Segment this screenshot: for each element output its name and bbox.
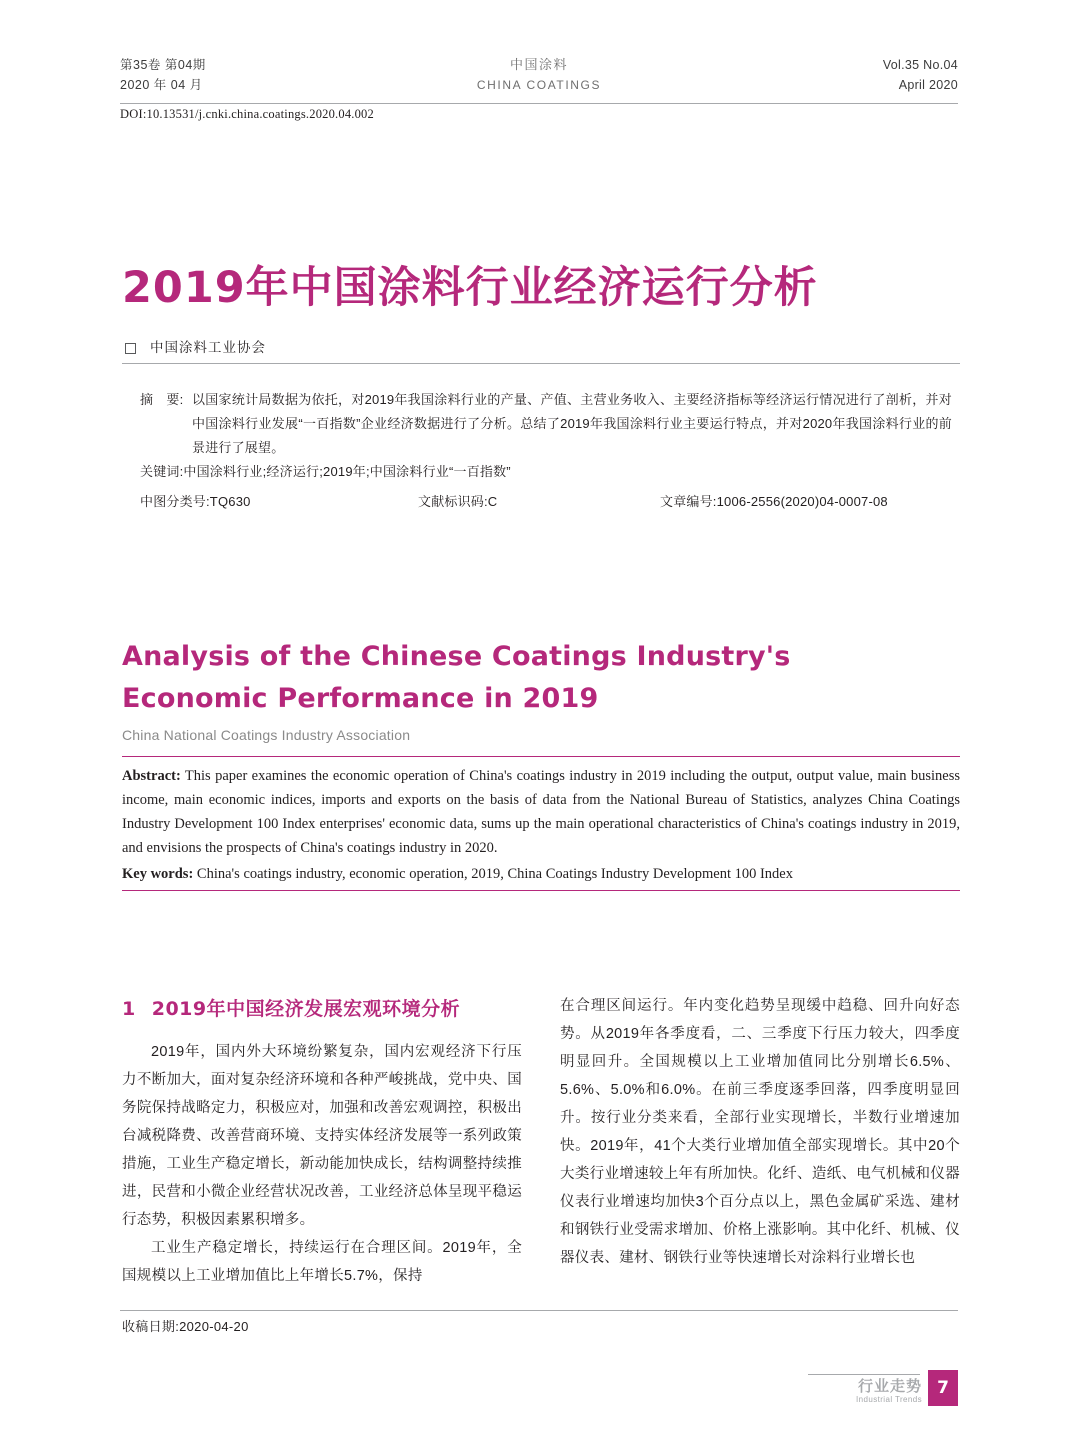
received-date: 收稿日期:2020-04-20 <box>122 1319 249 1334</box>
abstract-label-en: Abstract: <box>122 768 181 784</box>
author-row-cn <box>122 338 960 362</box>
keywords-label-en: Key words: <box>122 866 194 882</box>
paragraph: 工业生产稳定增长，持续运行在合理区间。2019年，全国规模以上工业增加值比上年增长5.7%，保持 <box>122 1240 522 1284</box>
body-column-right <box>560 992 960 1272</box>
keywords-en <box>122 862 960 886</box>
running-head-right <box>883 55 958 95</box>
volume-cn: 第35卷 第04期 <box>120 58 206 72</box>
section-number: 1 <box>122 998 136 1020</box>
section-title: 2019年中国经济发展宏观环境分析 <box>151 998 461 1020</box>
english-rule-bottom <box>122 890 960 891</box>
doi-text: DOI:10.13531/j.cnki.china.coatings.2020.04.002 <box>120 107 374 121</box>
page-title-en: Analysis of the Chinese Coatings Industry's Economic Performance in 2019 <box>122 641 791 714</box>
footer-brand-cn: 行业走势 <box>857 1377 922 1395</box>
paragraph: 2019年，国内外大环境纷繁复杂，国内宏观经济下行压力不断加大，面对复杂经济环境和各种严峻挑战，党中央、国务院保持战略定力，积极应对，加强和改善宏观调控，积极出台减税降费、改善营商环境、支持实体经济发展等一系列政策措施，工业生产稳定增长，新动能加快成长，结构调整持续推进，民营和小微企业经营状况改善，工业经济总体呈现平稳运行态势，积极因素累积增多。 <box>122 1044 522 1228</box>
volume-en: Vol.35 No.04 <box>882 58 958 72</box>
date-cn: 2020 年 04 月 <box>120 78 203 92</box>
english-rule-top <box>122 756 960 757</box>
author-name-en: China National Coatings Industry Association <box>122 727 411 743</box>
footer-brand <box>808 1368 958 1412</box>
footer-brand-en: Industrial Trends <box>856 1395 922 1404</box>
header-rule <box>120 103 958 104</box>
keywords-cn: 关键词:中国涂料行业;经济运行;2019年;中国涂料行业“一百指数” <box>140 464 511 479</box>
abstract-body-cn: 以国家统计局数据为依托，对2019年我国涂料行业的产量、产值、主营业务收入、主要经济指标等经济运行情况进行了剖析，并对中国涂料行业发展“一百指数”企业经济数据进行了分析。总结了2019年我国涂料行业主要运行特点，并对2020年我国涂料行业的前景进行了展望。 <box>192 392 952 455</box>
author-name-cn: 中国涂料工业协会 <box>150 340 266 355</box>
date-en: April 2020 <box>898 78 958 92</box>
journal-name-cn: 中国涂料 <box>509 57 568 72</box>
paragraph: 在合理区间运行。年内变化趋势呈现缓中趋稳、回升向好态势。从2019年各季度看，二、三季度下行压力较大，四季度明显回升。全国规模以上工业增加值同比分别增长6.5%、5.6%、5.0%和6.0%。在前三季度逐季回落，四季度明显回升。按行业分类来看，全部行业实现增长，半数行业增速加快。2019年，41个大类行业增加值全部实现增长。其中20个大类行业增速较上年有所加快。化纤、造纸、电气机械和仪器仪表行业增速均加快3个百分点以上，黑色金属矿采选、建材和钢铁行业受需求增加、价格上涨影响。其中化纤、机械、仪器仪表、建材、钢铁行业等快速增长对涂料行业增长也 <box>560 998 960 1266</box>
abstract-label-cn: 摘 要: <box>140 392 184 407</box>
section-heading <box>122 995 460 1023</box>
article-number: 文章编号:1006-2556(2020)04-0007-08 <box>660 494 888 509</box>
page-number: 7 <box>937 1378 949 1398</box>
document-code: 文献标识码:C <box>418 494 498 509</box>
running-head-center <box>120 55 958 95</box>
abstract-cn <box>140 388 960 460</box>
running-head <box>120 55 958 103</box>
abstract-en <box>122 764 960 860</box>
body-column-left <box>122 1038 522 1290</box>
keywords-body-en: China's coatings industry, economic operation, 2019, China Coatings Industry Development 100 Index <box>193 866 793 882</box>
classification-number: 中图分类号:TQ630 <box>140 494 251 509</box>
footer-rule <box>120 1310 958 1311</box>
page-title-cn: 2019年中国涂料行业经济运行分析 <box>122 263 818 313</box>
bullet-square-icon <box>125 343 136 354</box>
journal-name-en: CHINA COATINGS <box>476 78 602 92</box>
abstract-body-en: This paper examines the economic operation of China's coatings industry in 2019 including the output, output value, main business income, main economic indices, imports and exports on the basis of data from the National Bureau of Statistics, analyzes China Coatings Industry Development 100 Index enterprises' economic data, sums up the main operational characteristics of China's coatings industry in 2019, and envisions the prospects of China's coatings industry in 2020. <box>122 768 960 856</box>
author-rule <box>122 363 960 364</box>
footer-brand-rule <box>808 1374 920 1375</box>
